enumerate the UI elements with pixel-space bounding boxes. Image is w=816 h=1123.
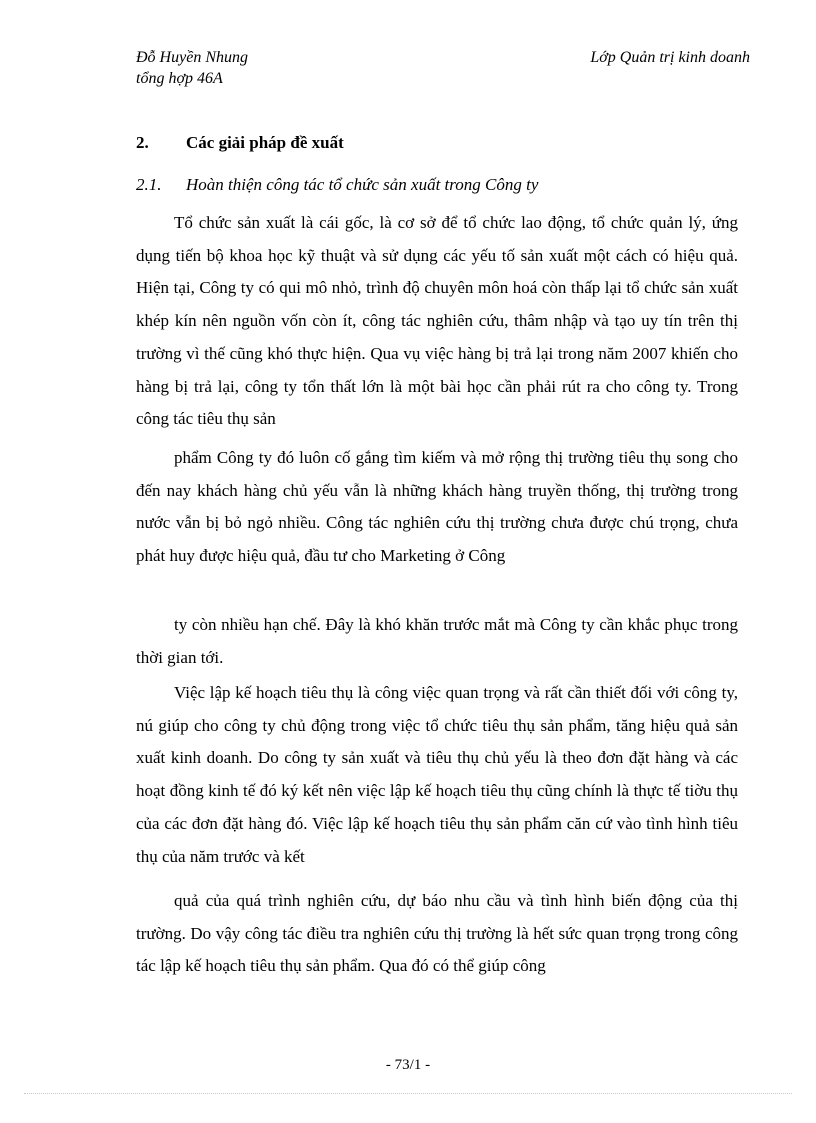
page-bottom-divider [24,1093,792,1094]
section-title: Các giải pháp đề xuất [186,133,344,152]
paragraph: Việc lập kế hoạch tiêu thụ là công việc quan trọng và rất cần thiết đối với công ty, nú giúp cho công ty chủ động trong việc tổ chức tiêu thụ sản phẩm, tăng hiệu quả sản xuất kinh doanh. Do công ty sản xuất và tiêu thụ chủ yếu là theo đơn đặt hàng và các hoạt đồng kinh tế đó ký kết nên việc lập kế hoạch tiêu thụ cũng chính là thực tế tiờu thụ của các đơn đặt hàng đó. Việc lập kế hoạch tiêu thụ sản phẩm căn cứ vào tình hình tiêu thụ của năm trước và kết [136,683,738,866]
paragraph: ty còn nhiều hạn chế. Đây là khó khăn trước mắt mà Công ty cần khắc phục trong thời gian tới. [136,615,738,667]
section-heading [136,132,344,154]
header-author [136,47,248,89]
subsection-title: Hoàn thiện công tác tổ chức sản xuất trong Công ty [186,175,539,194]
page-number: - 73/1 - [385,1057,431,1073]
paragraph: quả của quá trình nghiên cứu, dự báo nhu cầu và tình hình biến động của thị trường. Do vậy công tác điều tra nghiên cứu thị trường là hết sức quan trọng trong công tác lập kế hoạch tiêu thụ sản phẩm. Qua đó có thể giúp công [136,891,738,976]
subsection-number: 2.1. [136,175,162,194]
header-author-name: Đỗ Huyền Nhung [136,49,248,66]
paragraph: phẩm Công ty đó luôn cố gắng tìm kiếm và mở rộng thị trường tiêu thụ song cho đến nay khách hàng chủ yếu vẫn là những khách hàng truyền thống, thị trường trong nước vẫn bị bỏ ngỏ nhiều. Công tác nghiên cứu thị trường chưa được chú trọng, chưa phát huy được hiệu quả, đầu tư cho Marketing ở Công [136,448,738,566]
header-author-group: tổng hợp 46A [136,70,223,87]
subsection-heading [136,174,538,196]
paragraph: Tổ chức sản xuất là cái gốc, là cơ sở để tổ chức lao động, tổ chức quản lý, ứng dụng tiến bộ khoa học kỹ thuật và sử dụng các yếu tố sản xuất một cách có hiệu quả. Hiện tại, Công ty có qui mô nhỏ, trình độ chuyên môn hoá còn thấp lại tổ chức sản xuất khép kín nên nguồn vốn còn ít, công tác nghiên cứu, thâm nhập và tạo uy tín trên thị trường vì thế cũng khó thực hiện. Qua vụ việc hàng bị trả lại trong năm 2007 khiến cho hàng bị trả lại, công ty tổn thất lớn là một bài học cần phải rút ra cho công ty. Trong công tác tiêu thụ sản [136,213,738,429]
section-number: 2. [136,133,149,152]
header-class-name: Lớp Quản trị kinh doanh [590,49,750,66]
